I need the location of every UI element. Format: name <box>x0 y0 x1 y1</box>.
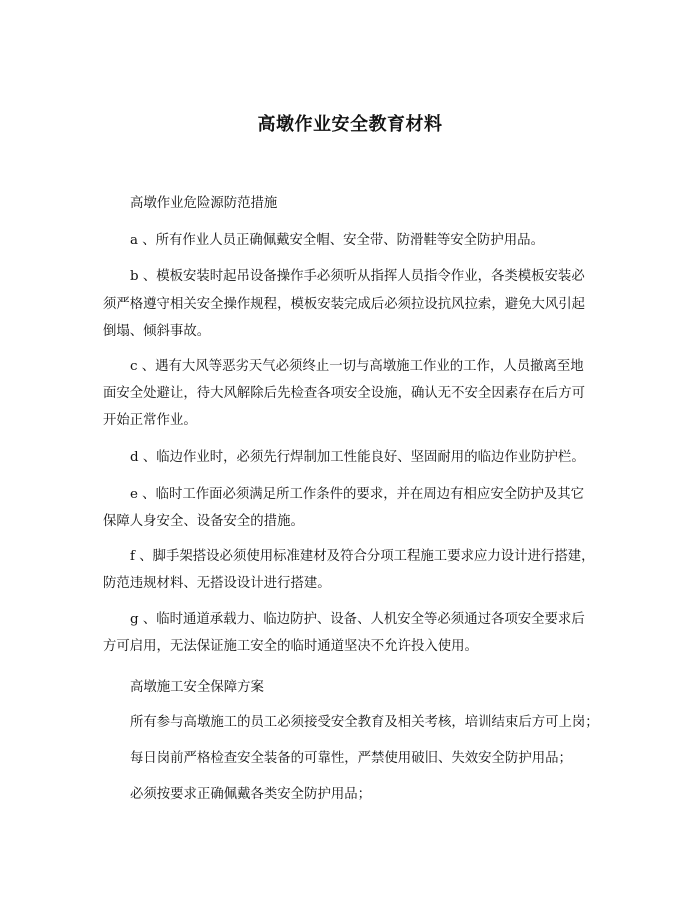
paragraph-line: e 、临时工作面必须满足所工作条件的要求，并在周边有相应安全防护及其它 <box>130 487 585 502</box>
paragraph-line: c 、遇有大风等恶劣天气必须终止一切与高墩施工作业的工作，人员撤离至地 <box>130 359 584 374</box>
paragraph-line: 每日岗前严格检查安全装备的可靠性，严禁使用破旧、失效安全防护用品； <box>130 751 572 766</box>
paragraph-line: 须严格遵守相关安全操作规程，模板安装完成后必须拉设抗风拉索，避免大风引起 <box>103 297 586 312</box>
section-heading: 高墩施工安全保障方案 <box>130 680 264 695</box>
document-title: 高墩作业安全教育材料 <box>257 114 443 135</box>
paragraph-line: f 、脚手架搭设必须使用标准建材及符合分项工程施工要求应力设计进行搭建， <box>130 549 595 564</box>
paragraph-line: 方可启用，无法保证施工安全的临时通道坚决不允许投入使用。 <box>103 639 478 654</box>
paragraph-line: 必须按要求正确佩戴各类安全防护用品； <box>130 787 372 802</box>
paragraph-line: 开始正常作业。 <box>103 413 197 428</box>
paragraph-line: 保障人身安全、设备安全的措施。 <box>103 514 304 529</box>
paragraph-line: d 、临边作业时，必须先行焊制加工性能良好、坚固耐用的临边作业防护栏。 <box>130 450 585 465</box>
section-heading: 高墩作业危险源防范措施 <box>130 196 278 211</box>
paragraph-line: 倒塌、倾斜事故。 <box>103 324 211 339</box>
paragraph-line: 所有参与高墩施工的员工必须接受安全教育及相关考核，培训结束后方可上岗； <box>130 715 599 730</box>
paragraph-line: b 、模板安装时起吊设备操作手必须听从指挥人员指令作业，各类模板安装必 <box>130 269 585 284</box>
paragraph-line: g 、临时通道承载力、临边防护、设备、人机安全等必须通过各项安全要求后 <box>130 612 585 627</box>
paragraph-line: a 、所有作业人员正确佩戴安全帽、安全带、防滑鞋等安全防护用品。 <box>130 233 544 248</box>
paragraph-line: 面安全处避让，待大风解除后先检查各项安全设施，确认无不安全因素存在后方可 <box>103 386 586 401</box>
paragraph-line: 防范违规材料、无搭设设计进行搭建。 <box>103 576 331 591</box>
